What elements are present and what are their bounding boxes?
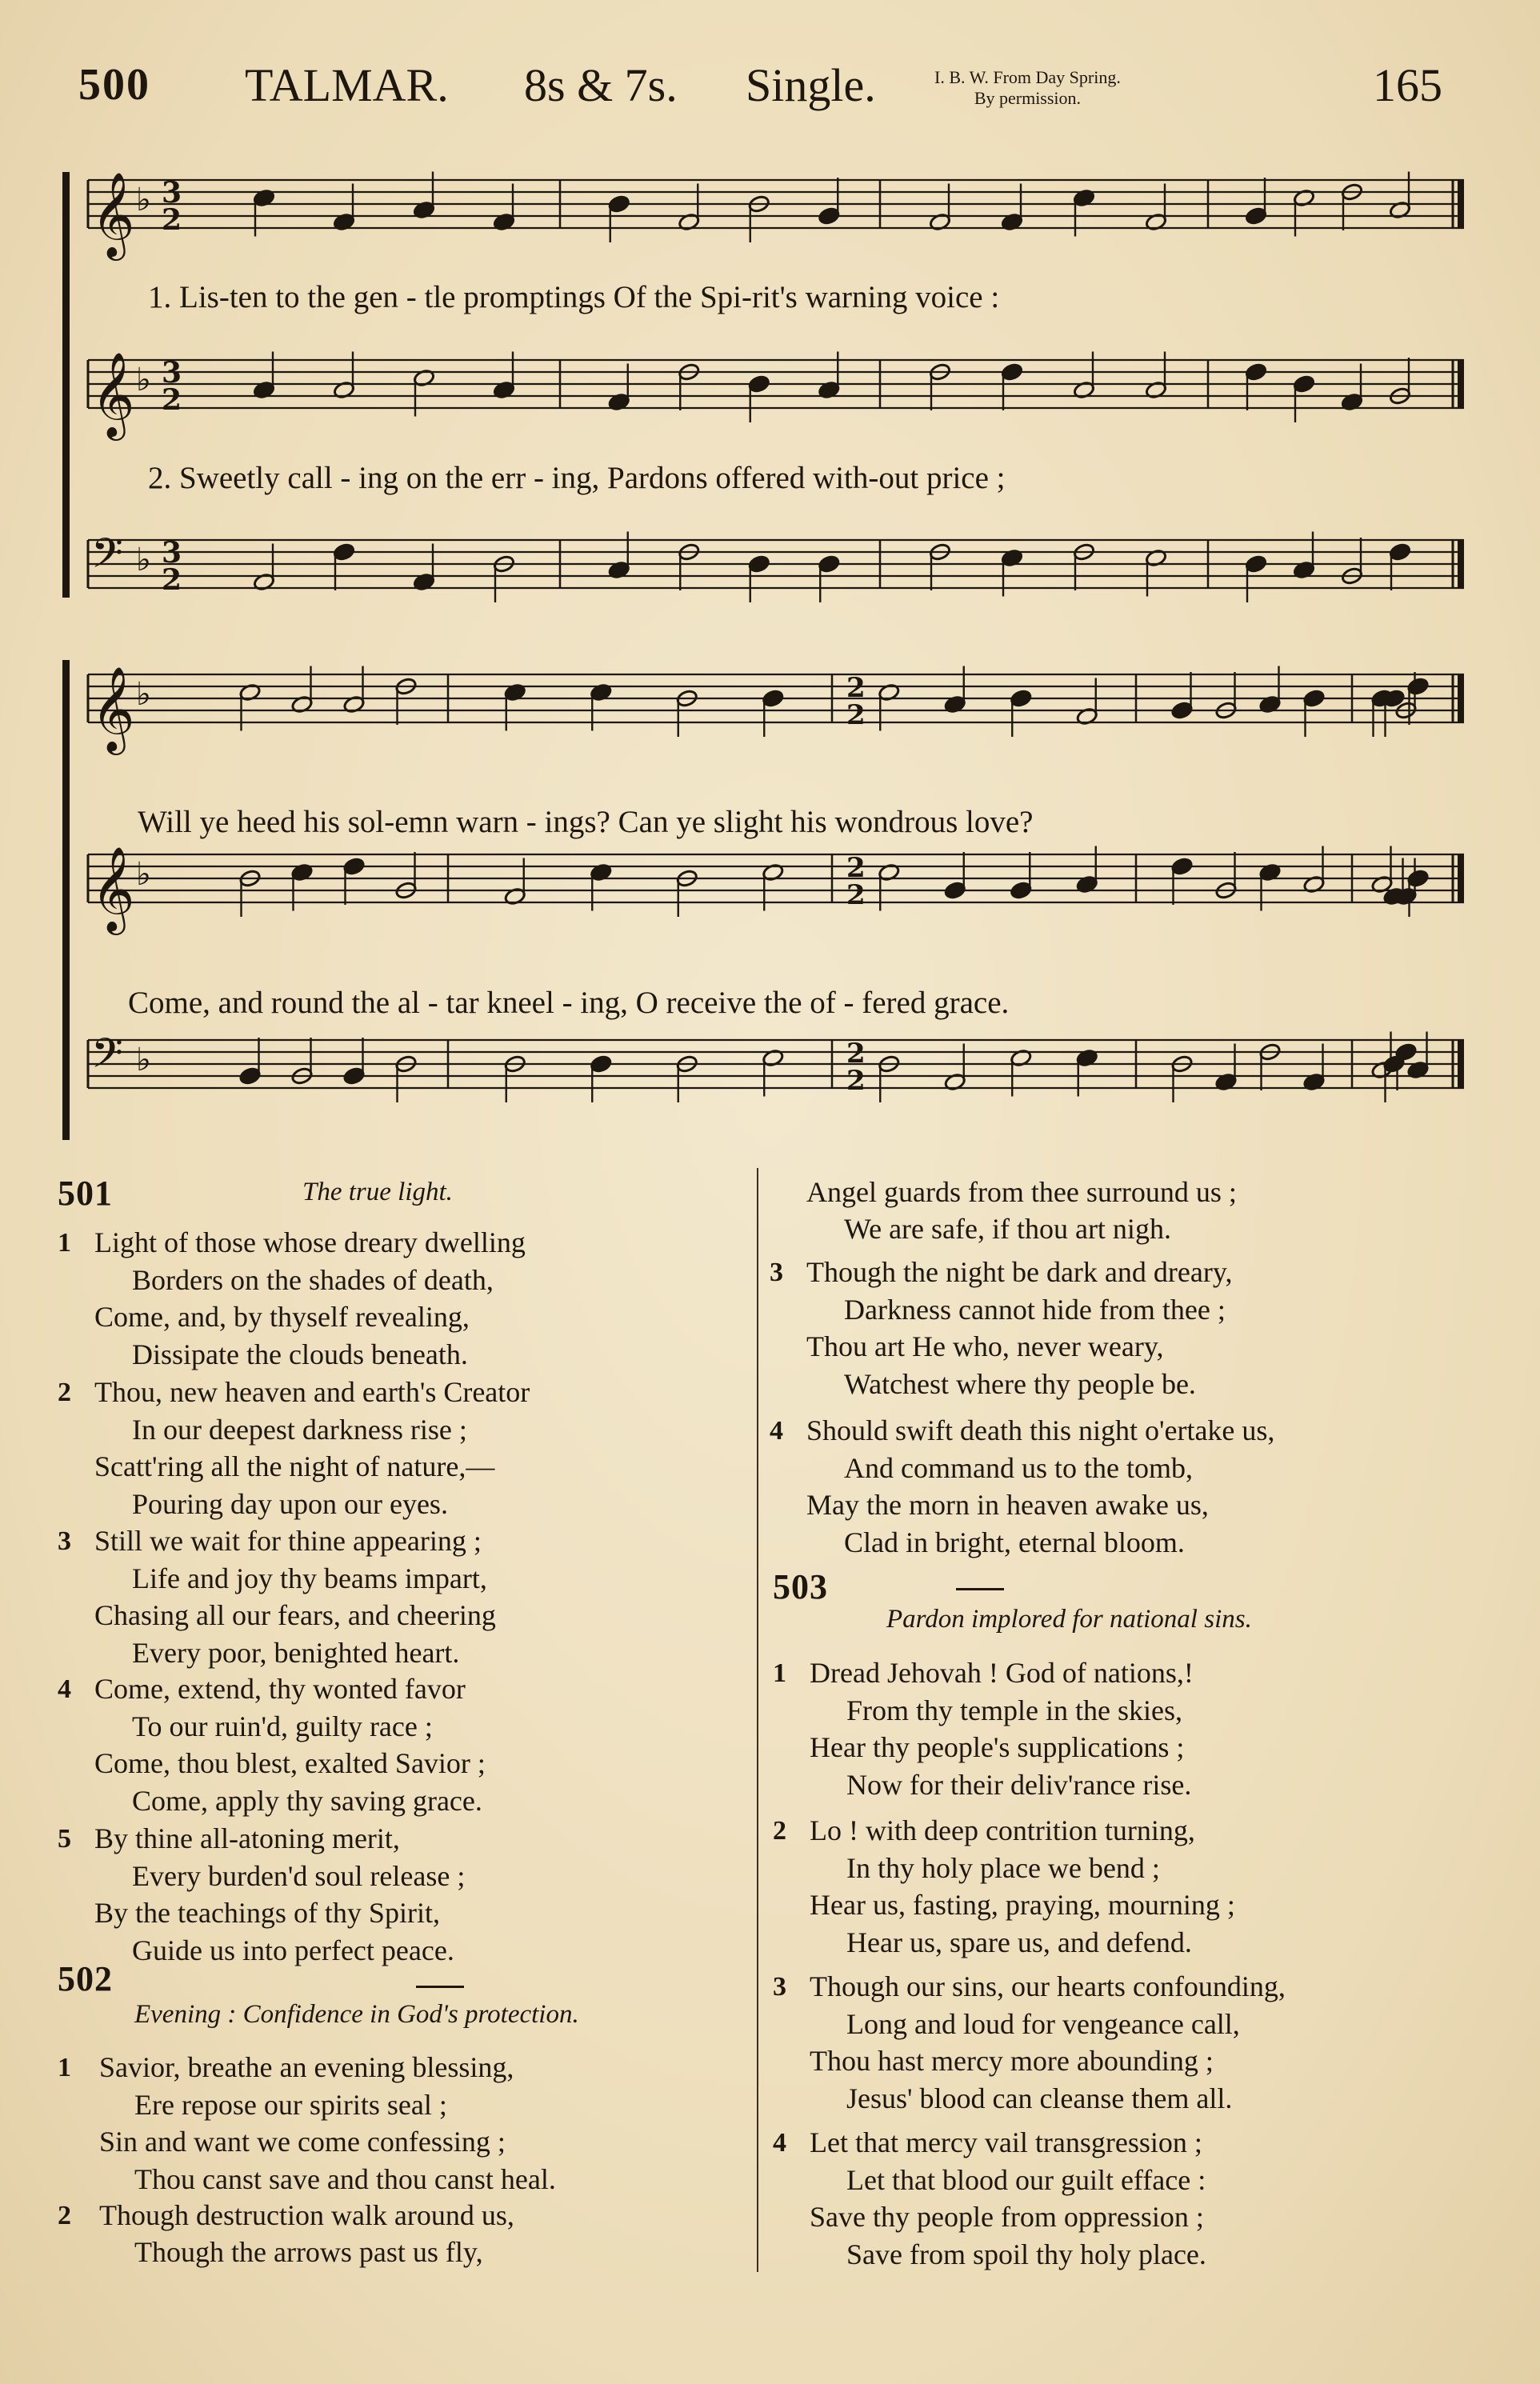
verse-line: Clad in bright, eternal bloom. — [844, 1526, 1185, 1558]
verse-line: Should swift death this night o'ertake us, — [806, 1414, 1275, 1446]
verse-line: Every burden'd soul release ; — [132, 1859, 466, 1892]
hymn-number: 500 — [78, 60, 150, 110]
verse-line: Thou, new heaven and earth's Creator — [94, 1376, 530, 1408]
verse-line: Come, extend, thy wonted favor — [94, 1673, 466, 1705]
verse-line: Savior, breathe an evening blessing, — [99, 2051, 514, 2083]
flat-icon: ♭ — [136, 362, 151, 398]
verse-number: 1 — [58, 2053, 71, 2082]
final-barline — [1458, 540, 1464, 588]
system-bracket — [62, 660, 70, 1140]
verse-line: Come, thou blest, exalted Savior ; — [94, 1747, 486, 1779]
verse-line: Thou canst save and thou canst heal. — [134, 2162, 556, 2195]
verse-line: Though the night be dark and dreary, — [806, 1256, 1233, 1288]
verse-number: 5 — [58, 1824, 71, 1854]
hymn-502-number: 502 — [58, 1959, 113, 1998]
verse-number: 4 — [58, 1674, 71, 1704]
source-line: I. B. W. From Day Spring. — [934, 67, 1121, 87]
column-rule — [757, 1168, 758, 2272]
flat-icon: ♭ — [136, 676, 151, 713]
verse-line: Let that mercy vail transgression ; — [810, 2126, 1202, 2158]
verse-number: 2 — [58, 2201, 71, 2230]
hymn-503-title: Pardon implored for national sins. — [886, 1605, 1252, 1634]
meter: 8s & 7s. — [524, 59, 678, 111]
verse-line: Ere repose our spirits seal ; — [134, 2088, 447, 2121]
divider — [956, 1588, 1004, 1590]
verse-line: Hear us, fasting, praying, mourning ; — [810, 1889, 1235, 1921]
page-number: 165 — [1373, 59, 1442, 111]
verse-line: Though destruction walk around us, — [99, 2199, 514, 2231]
verse-line: Every poor, benighted heart. — [132, 1636, 460, 1669]
form-label: Single. — [746, 59, 876, 111]
verse-line: Lo ! with deep contrition turning, — [810, 1814, 1195, 1846]
verse-line: Though our sins, our hearts confounding, — [810, 1970, 1286, 2002]
verse-line: Let that blood our guilt efface : — [846, 2163, 1206, 2196]
verse-line: Thou hast mercy more abounding ; — [810, 2045, 1214, 2077]
tune-name: TALMAR. — [245, 59, 449, 111]
time-signature-top: 3 — [162, 356, 182, 390]
time-signature-top: 2 — [846, 852, 866, 884]
divider — [416, 1986, 464, 1988]
verse-number: 3 — [58, 1526, 71, 1556]
verse-line: Dissipate the clouds beneath. — [132, 1338, 468, 1370]
verse-line: Life and joy thy beams impart, — [132, 1562, 487, 1594]
verse-line: By the teachings of thy Spirit, — [94, 1897, 440, 1929]
verse-number: 4 — [770, 1416, 783, 1446]
verse-line: Light of those whose dreary dwelling — [94, 1226, 526, 1258]
hymn-503-number: 503 — [773, 1567, 828, 1606]
final-barline — [1458, 1040, 1464, 1088]
music-score — [0, 0, 1540, 1152]
verse-line: Pouring day upon our eyes. — [132, 1487, 448, 1520]
lyric-verse-2: 2. Sweetly call - ing on the err - ing, Pardons offered with-out price ; — [148, 461, 1006, 495]
verse-line: Dread Jehovah ! God of nations,! — [810, 1657, 1194, 1689]
verse-line: Darkness cannot hide from thee ; — [844, 1293, 1226, 1326]
verse-line: In our deepest darkness rise ; — [132, 1413, 467, 1446]
treble-clef-icon: 𝄞 — [91, 846, 135, 931]
verse-line: Borders on the shades of death, — [132, 1263, 494, 1296]
verse-line: Watchest where thy people be. — [844, 1367, 1196, 1400]
hymn-501-title: The true light. — [302, 1178, 453, 1206]
time-signature-bottom: 2 — [846, 879, 866, 911]
verse-line: Still we wait for thine appearing ; — [94, 1525, 482, 1557]
verse-line: Though the arrows past us fly, — [134, 2236, 483, 2268]
verse-line: Come, apply thy saving grace. — [132, 1784, 482, 1817]
verse-line: By thine all-atoning merit, — [94, 1822, 400, 1854]
lyric-line-4: Come, and round the al - tar kneel - ing, O receive the of - fered grace. — [128, 986, 1010, 1020]
system-bracket — [62, 172, 70, 598]
verse-line: Hear us, spare us, and defend. — [846, 1926, 1192, 1958]
time-signature-top: 2 — [846, 1038, 866, 1070]
final-barline — [1458, 360, 1464, 408]
verse-number: 4 — [773, 2128, 786, 2158]
verse-number: 3 — [770, 1258, 783, 1287]
time-signature-top: 3 — [162, 536, 182, 570]
treble-clef-icon: 𝄞 — [91, 351, 135, 437]
verse-line: Angel guards from thee surround us ; — [806, 1176, 1237, 1208]
verse-line: To our ruin'd, guilty race ; — [132, 1710, 433, 1742]
verse-line: Sin and want we come confessing ; — [99, 2126, 506, 2158]
verse-line: Save thy people from oppression ; — [810, 2201, 1204, 2233]
verse-line: Now for their deliv'rance rise. — [846, 1768, 1192, 1801]
verse-line: Chasing all our fears, and cheering — [94, 1599, 496, 1631]
time-signature-top: 2 — [846, 672, 866, 704]
verse-line: May the morn in heaven awake us, — [806, 1489, 1209, 1521]
flat-icon: ♭ — [136, 856, 151, 893]
verse-line: Come, and, by thyself revealing, — [94, 1301, 470, 1333]
verse-line: Hear thy people's supplications ; — [810, 1731, 1185, 1763]
flat-icon: ♭ — [136, 182, 151, 218]
verse-number: 2 — [773, 1816, 786, 1846]
bass-clef-icon: 𝄢 — [91, 1029, 123, 1087]
verse-line: And command us to the tomb, — [844, 1451, 1193, 1484]
time-signature-bottom: 2 — [162, 203, 182, 237]
verse-line: Long and loud for vengeance call, — [846, 2007, 1240, 2040]
hymn-501-number: 501 — [58, 1174, 113, 1213]
hymn-502-title: Evening : Confidence in God's protection. — [134, 2000, 579, 2029]
lyric-line-3: Will ye heed his sol-emn warn - ings? Can ye slight his wondrous love? — [138, 805, 1034, 839]
verse-number: 2 — [58, 1378, 71, 1407]
flat-icon: ♭ — [136, 542, 151, 578]
verse-line: Jesus' blood can cleanse them all. — [846, 2082, 1233, 2114]
lyric-verse-1: 1. Lis-ten to the gen - tle promptings Of the Spi-rit's warning voice : — [148, 280, 1000, 314]
time-signature-bottom: 2 — [162, 563, 182, 597]
treble-clef-icon: 𝄞 — [91, 666, 135, 751]
bass-clef-icon: 𝄢 — [91, 529, 123, 587]
time-signature-top: 3 — [162, 176, 182, 210]
final-barline — [1458, 854, 1464, 902]
verse-line: Thou art He who, never weary, — [806, 1330, 1164, 1362]
verse-line: Scatt'ring all the night of nature,— — [94, 1450, 495, 1482]
time-signature-bottom: 2 — [846, 1065, 866, 1097]
final-barline — [1458, 674, 1464, 722]
verse-line: From thy temple in the skies, — [846, 1694, 1182, 1726]
verse-line: We are safe, if thou art nigh. — [844, 1213, 1171, 1245]
permission-line: By permission. — [974, 88, 1082, 108]
verse-number: 1 — [773, 1658, 786, 1688]
verse-line: In thy holy place we bend ; — [846, 1851, 1160, 1884]
time-signature-bottom: 2 — [846, 699, 866, 731]
time-signature-bottom: 2 — [162, 383, 182, 417]
verse-line: Guide us into perfect peace. — [132, 1934, 454, 1966]
treble-clef-icon: 𝄞 — [91, 171, 135, 257]
verse-number: 1 — [58, 1228, 71, 1258]
final-barline — [1458, 180, 1464, 228]
verse-number: 3 — [773, 1972, 786, 2002]
flat-icon: ♭ — [136, 1042, 151, 1078]
verse-line: Save from spoil thy holy place. — [846, 2238, 1206, 2270]
